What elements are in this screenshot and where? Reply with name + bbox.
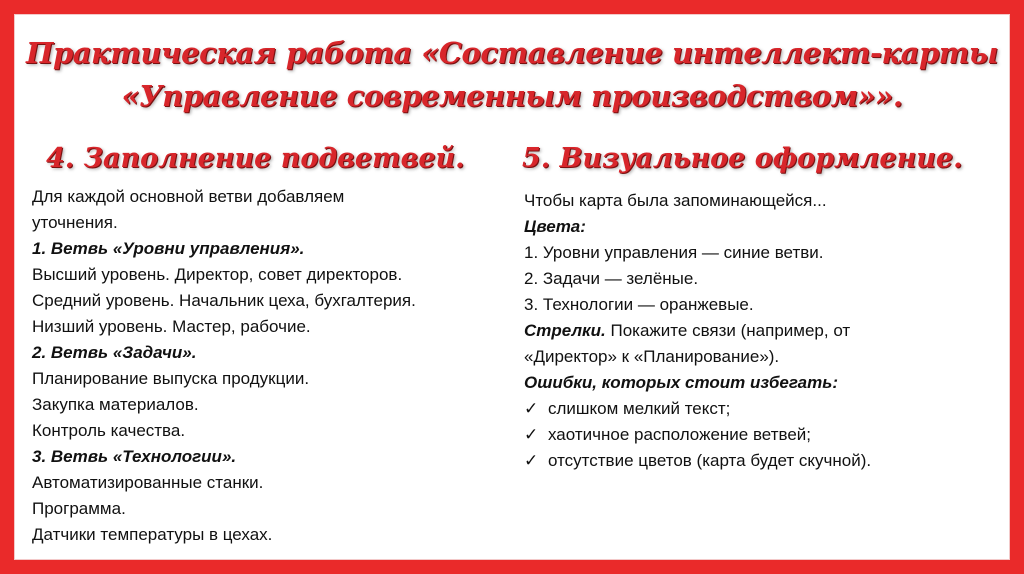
title-line-2: «Управление современным производством»». (121, 79, 903, 113)
color-item: 2. Задачи — зелёные. (524, 269, 699, 288)
branch-text-line: Планирование выпуска продукции. (32, 369, 310, 388)
visual-design-text-block (524, 188, 994, 474)
error-item-text: отсутствие цветов (карта будет скучной). (548, 451, 872, 470)
checkmark-icon: ✓ (524, 451, 539, 470)
section-heading-subbranches: 4. Заполнение подветвей. (46, 143, 465, 174)
branch-text-line: Датчики температуры в цехах. (32, 525, 273, 544)
branch-text-line: Средний уровень. Начальник цеха, бухгалтерия. (32, 291, 416, 310)
branch-text-line: Контроль качества. (32, 421, 186, 440)
error-item (524, 396, 994, 422)
checkmark-icon: ✓ (524, 399, 539, 418)
branch-title: 2. Ветвь «Задачи». (32, 343, 197, 362)
title-line-1: Практическая работа «Составление интеллект-карты (26, 36, 998, 70)
page-title (14, 32, 1010, 118)
branch-text-line: Для каждой основной ветви добавляем (32, 187, 345, 206)
arrows-line (524, 318, 994, 344)
color-item: 1. Уровни управления — синие ветви. (524, 243, 824, 262)
branch-title: 3. Ветвь «Технологии». (32, 447, 237, 466)
error-item (524, 448, 994, 474)
section-heading-visual-design: 5. Визуальное оформление. (522, 143, 963, 174)
branch-text-line: Высший уровень. Директор, совет директоров. (32, 265, 403, 284)
branch-text-line: Программа. (32, 499, 126, 518)
branch-text-line: уточнения. (32, 213, 118, 232)
intro-text: Чтобы карта была запоминающейся... (524, 191, 827, 210)
branch-text-line: Закупка материалов. (32, 395, 199, 414)
subbranches-text-block (32, 184, 522, 548)
branch-text-line: Автоматизированные станки. (32, 473, 264, 492)
arrows-text-continued: «Директор» к «Планирование»). (524, 347, 780, 366)
error-item (524, 422, 994, 448)
colors-label: Цвета: (524, 217, 586, 236)
arrows-text: Покажите связи (например, от (610, 321, 851, 340)
slide (14, 14, 1010, 560)
errors-label: Ошибки, которых стоит избегать: (524, 373, 838, 392)
error-item-text: слишком мелкий текст; (548, 399, 731, 418)
checkmark-icon: ✓ (524, 425, 539, 444)
arrows-label: Стрелки. (524, 321, 606, 340)
error-item-text: хаотичное расположение ветвей; (548, 425, 811, 444)
color-item: 3. Технологии — оранжевые. (524, 295, 754, 314)
branch-title: 1. Ветвь «Уровни управления». (32, 239, 305, 258)
branch-text-line: Низший уровень. Мастер, рабочие. (32, 317, 311, 336)
